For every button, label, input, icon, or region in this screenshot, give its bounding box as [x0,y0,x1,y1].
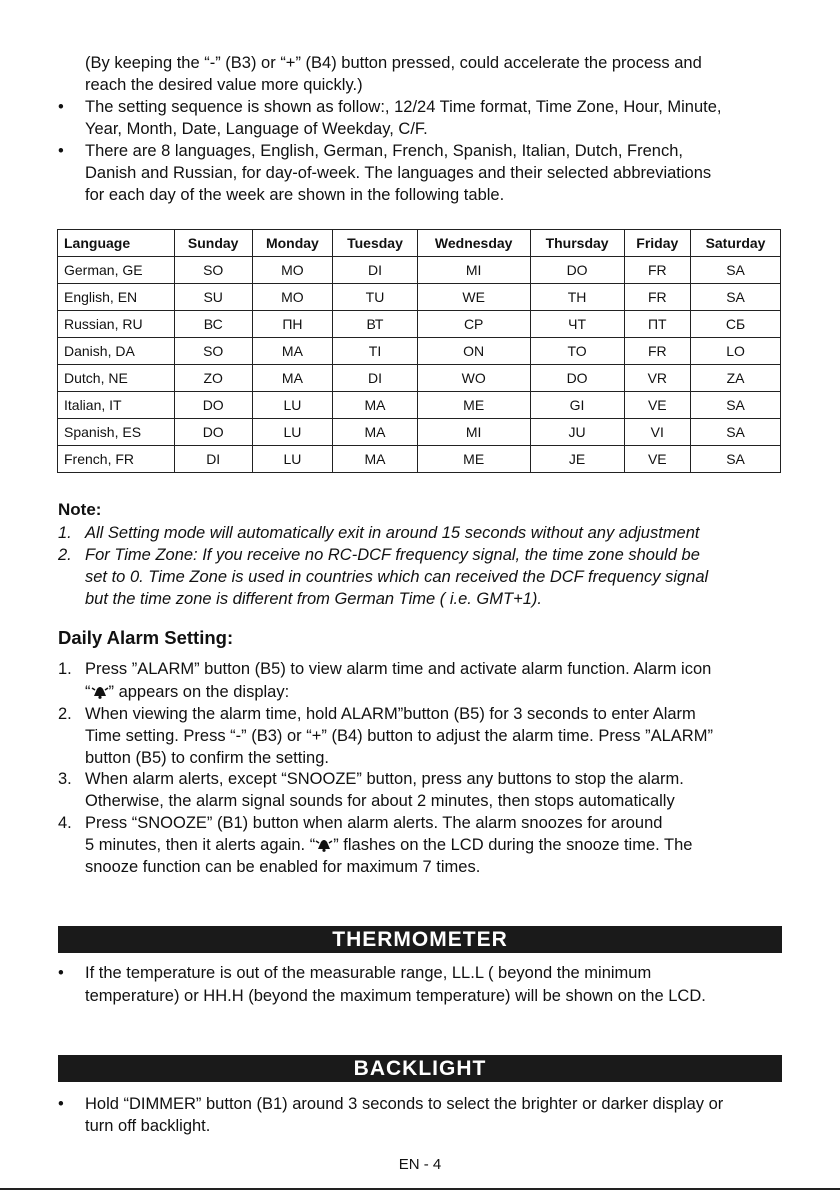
day-abbreviation-cell: DI [333,365,417,392]
day-abbreviation-cell: ВС [174,311,252,338]
day-abbreviation-cell: SA [691,284,781,311]
note-item-2-line-2: set to 0. Time Zone is used in countries which can received the DCF frequency signal [85,568,709,586]
table-row [58,338,781,365]
languages-line-2: Danish and Russian, for day-of-week. The languages and their selected abbreviations [85,164,712,182]
day-abbreviation-cell: ME [417,446,530,473]
day-abbreviation-cell: FR [624,257,691,284]
day-abbreviation-cell: SO [174,257,252,284]
backlight-line-1: Hold “DIMMER” button (B1) around 3 seconds to select the brighter or darker display or [85,1095,724,1113]
day-abbreviation-cell: MI [417,257,530,284]
day-abbreviation-cell: VI [624,419,691,446]
language-cell: Dutch, NE [58,365,175,392]
thermometer-section-bar: THERMOMETER [58,926,782,953]
quote-open: “ [85,683,91,701]
day-abbreviation-cell: DI [174,446,252,473]
alarm-step-3-line-1: When alarm alerts, except “SNOOZE” button, press any buttons to stop the alarm. [85,770,684,788]
table-row [58,257,781,284]
language-cell: French, FR [58,446,175,473]
day-abbreviation-cell: ON [417,338,530,365]
day-abbreviation-cell: MA [333,392,417,419]
note-item-1: All Setting mode will automatically exit in around 15 seconds without any adjustment [85,524,700,542]
day-abbreviation-cell: VR [624,365,691,392]
day-abbreviation-cell: ЧТ [530,311,624,338]
alarm-step-1-line-1: Press ”ALARM” button (B5) to view alarm time and activate alarm function. Alarm icon [85,660,712,678]
note-number: 2. [58,546,72,564]
bullet-marker: • [58,98,64,116]
day-abbreviation-cell: ПТ [624,311,691,338]
bullet-marker: • [58,1095,64,1113]
header-cell: Saturday [691,230,781,257]
table-row [58,446,781,473]
day-abbreviation-cell: FR [624,338,691,365]
day-abbreviation-cell: ПН [252,311,333,338]
header-cell: Wednesday [417,230,530,257]
alarm-bell-icon [315,838,333,852]
day-abbreviation-cell: SU [174,284,252,311]
day-abbreviation-cell: ВТ [333,311,417,338]
language-cell: English, EN [58,284,175,311]
step-number: 1. [58,660,72,678]
day-abbreviation-cell: MO [252,284,333,311]
day-abbreviation-cell: ZO [174,365,252,392]
day-abbreviation-cell: TO [530,338,624,365]
alarm-step-1-line-2 [85,681,795,704]
day-abbreviation-cell: JE [530,446,624,473]
day-abbreviation-cell: DO [530,257,624,284]
day-abbreviation-cell: ZA [691,365,781,392]
day-abbreviation-cell: FR [624,284,691,311]
alarm-step-4-line-1: Press “SNOOZE” (B1) button when alarm alerts. The alarm snoozes for around [85,814,663,832]
thermometer-line-2: temperature) or HH.H (beyond the maximum temperature) will be shown on the LCD. [85,987,706,1005]
day-abbreviation-cell: MI [417,419,530,446]
day-abbreviation-cell: MO [252,257,333,284]
day-abbreviation-cell: SA [691,419,781,446]
day-abbreviation-cell: LU [252,392,333,419]
day-abbreviation-cell: SA [691,257,781,284]
day-abbreviation-cell: DO [530,365,624,392]
day-abbreviation-cell: GI [530,392,624,419]
day-abbreviation-cell: VE [624,392,691,419]
table-row [58,419,781,446]
bottom-rule [0,1188,840,1190]
day-abbreviation-cell: TU [333,284,417,311]
day-abbreviation-cell: СБ [691,311,781,338]
alarm-step-4-line-3: snooze function can be enabled for maximum 7 times. [85,858,481,876]
note-item-2-line-3: but the time zone is different from German Time ( i.e. GMT+1). [85,590,542,608]
languages-line-1: There are 8 languages, English, German, French, Spanish, Italian, Dutch, French, [85,142,683,160]
bullet-marker: • [58,142,64,160]
note-title: Note: [58,500,102,519]
setting-sequence-line-2: Year, Month, Date, Language of Weekday, C/F. [85,120,428,138]
snooze-text-pre: 5 minutes, then it alerts again. “ [85,836,316,854]
day-abbreviation-cell: LU [252,419,333,446]
day-abbreviation-cell: SO [174,338,252,365]
language-cell: German, GE [58,257,175,284]
weekday-language-table [57,229,781,473]
header-cell: Monday [252,230,333,257]
backlight-section-bar: BACKLIGHT [58,1055,782,1082]
day-abbreviation-cell: TH [530,284,624,311]
day-abbreviation-cell: JU [530,419,624,446]
language-cell: Danish, DA [58,338,175,365]
table-header-row [58,230,781,257]
day-abbreviation-cell: VE [624,446,691,473]
step-number: 3. [58,770,72,788]
thermometer-line-1: If the temperature is out of the measurable range, LL.L ( beyond the minimum [85,964,652,982]
header-cell: Thursday [530,230,624,257]
note-item-2-line-1: For Time Zone: If you receive no RC-DCF frequency signal, the time zone should be [85,546,700,564]
alarm-step-2-line-3: button (B5) to confirm the setting. [85,749,329,767]
alarm-step-4-line-2 [85,834,795,857]
step-number: 2. [58,705,72,723]
day-abbreviation-cell: TI [333,338,417,365]
header-cell: Language [58,230,175,257]
day-abbreviation-cell: SA [691,392,781,419]
language-cell: Russian, RU [58,311,175,338]
step-number: 4. [58,814,72,832]
alarm-icon-caption: ” appears on the display: [108,683,290,701]
day-abbreviation-cell: DI [333,257,417,284]
day-abbreviation-cell: LO [691,338,781,365]
day-abbreviation-cell: DO [174,392,252,419]
table-row [58,311,781,338]
day-abbreviation-cell: MA [252,365,333,392]
table-row [58,284,781,311]
day-abbreviation-cell: SA [691,446,781,473]
alarm-bell-icon [91,685,109,699]
page-number: EN - 4 [398,1156,442,1173]
alarm-section-title: Daily Alarm Setting: [58,627,234,648]
language-cell: Italian, IT [58,392,175,419]
bullet-marker: • [58,964,64,982]
table-row [58,392,781,419]
setting-sequence-line-1: The setting sequence is shown as follow:, 12/24 Time format, Time Zone, Hour, Minute, [85,98,722,116]
day-abbreviation-cell: MA [333,446,417,473]
day-abbreviation-cell: LU [252,446,333,473]
header-cell: Friday [624,230,691,257]
day-abbreviation-cell: DO [174,419,252,446]
intro-line-1: (By keeping the “-” (B3) or “+” (B4) button pressed, could accelerate the process and [85,54,702,72]
day-abbreviation-cell: WE [417,284,530,311]
intro-line-2: reach the desired value more quickly.) [85,76,363,94]
day-abbreviation-cell: СР [417,311,530,338]
languages-line-3: for each day of the week are shown in the following table. [85,186,505,204]
alarm-step-2-line-2: Time setting. Press “-” (B3) or “+” (B4) button to adjust the alarm time. Press ”ALARM” [85,727,713,745]
note-number: 1. [58,524,72,542]
day-abbreviation-cell: MA [252,338,333,365]
alarm-step-2-line-1: When viewing the alarm time, hold ALARM”button (B5) for 3 seconds to enter Alarm [85,705,696,723]
language-cell: Spanish, ES [58,419,175,446]
header-cell: Sunday [174,230,252,257]
backlight-line-2: turn off backlight. [85,1117,211,1135]
snooze-text-post: ” flashes on the LCD during the snooze time. The [333,836,693,854]
header-cell: Tuesday [333,230,417,257]
day-abbreviation-cell: MA [333,419,417,446]
day-abbreviation-cell: ME [417,392,530,419]
alarm-step-3-line-2: Otherwise, the alarm signal sounds for about 2 minutes, then stops automatically [85,792,675,810]
day-abbreviation-cell: WO [417,365,530,392]
table-body [58,257,781,473]
table-row [58,365,781,392]
